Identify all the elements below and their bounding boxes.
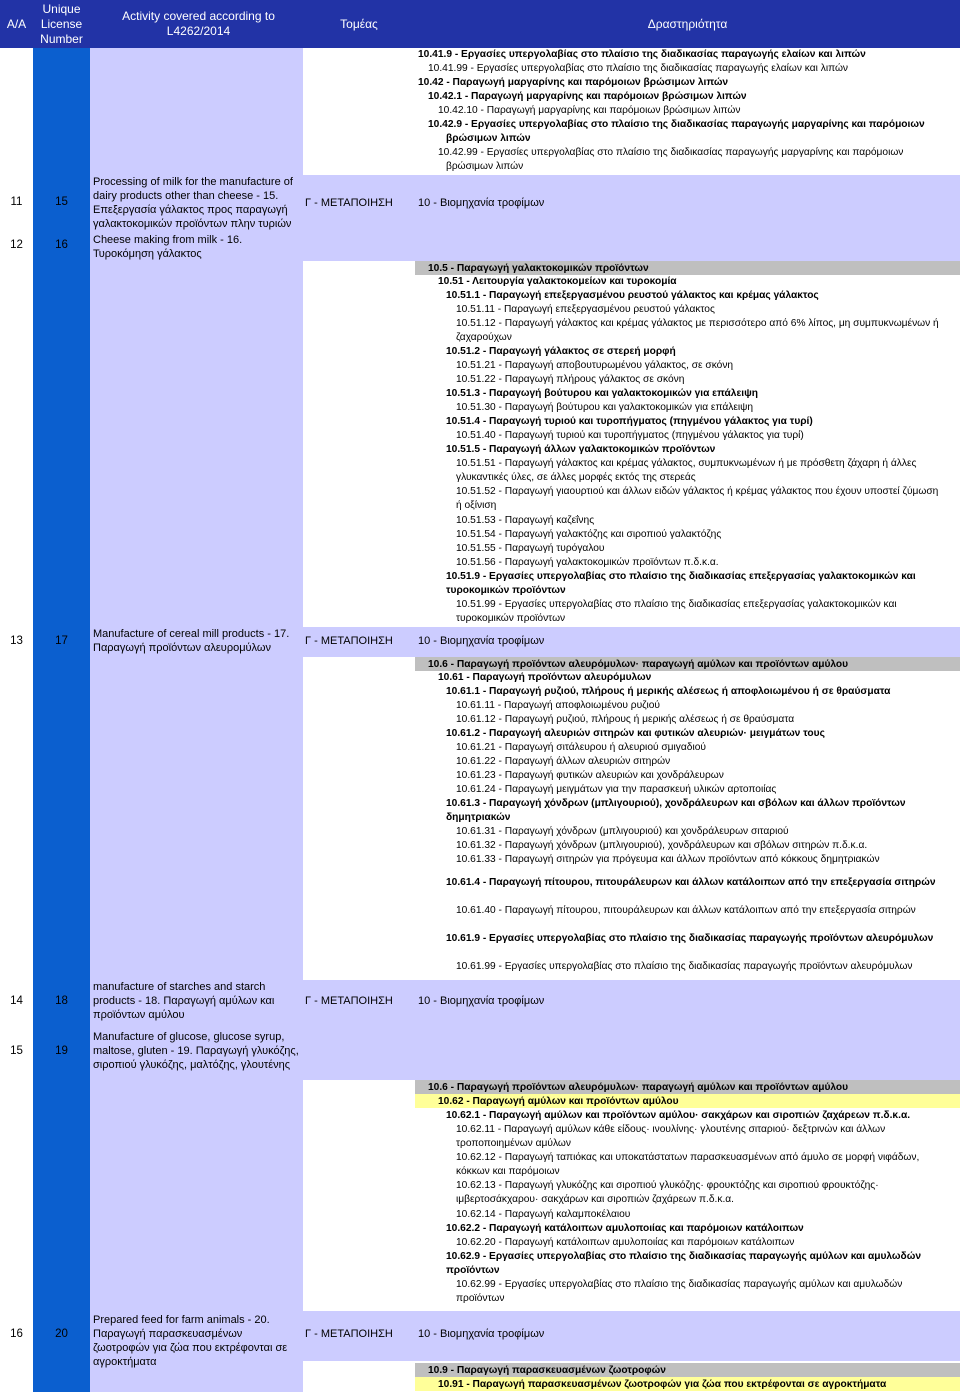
description-line: 10.61.9 - Εργασίες υπεργολαβίας στο πλαίσιο της διαδικασίας παραγωγής προϊόντων αλευρόμυλων <box>446 933 934 944</box>
description-line: προϊόντων <box>456 1293 505 1304</box>
description-line: 10.51.1 - Παραγωγή επεξεργασμένου ρευστού γάλακτος και κρέμας γάλακτος <box>446 290 819 301</box>
description-line: 10.62.14 - Παραγωγή καλαμποκέλαιου <box>456 1209 631 1220</box>
row-aa: 14 <box>10 995 23 1007</box>
row-sector: Γ - ΜΕΤΑΠΟΙΗΣΗ <box>305 197 393 209</box>
description-line: 10.61.21 - Παραγωγή σιτάλευρου ή αλευριού σμιγαδιού <box>456 742 706 753</box>
row-license-number: 16 <box>55 239 68 251</box>
row-activity: Prepared feed for farm animals - 20. Παραγωγή παρασκευασμένων ζωοτροφών για ζώα που εκτρέφονται σε αγροκτήματα <box>93 1314 288 1368</box>
description-line: 10.62.99 - Εργασίες υπεργολαβίας στο πλαίσιο της διαδικασίας παραγωγής αμύλων και αμυλωδών <box>456 1279 903 1290</box>
description-line: 10.51.4 - Παραγωγή τυριού και τυροπήγματος (πηγμένου γάλακτος για τυρί) <box>446 416 813 427</box>
description-line: 10.51.30 - Παραγωγή βούτυρου και γαλακτοκομικών για επάλειψη <box>456 402 754 413</box>
row-license-number: 17 <box>55 635 68 647</box>
row-aa: 15 <box>10 1045 23 1057</box>
description-line: 10.51.99 - Εργασίες υπεργολαβίας στο πλαίσιο της διαδικασίας επεξεργασίας γαλακτοκομικών και <box>456 599 897 610</box>
description-line: 10.61.33 - Παραγωγή σιτηρών για πρόγευμα και άλλων προϊόντων από κόκκους δημητριακών <box>456 854 880 865</box>
description-line: 10.42.9 - Εργασίες υπεργολαβίας στο πλαίσιο της διαδικασίας παραγωγής μαργαρίνης και παρόμοιων <box>428 119 925 130</box>
header-description: Δραστηριότητα <box>415 0 960 48</box>
description-line: 10.61.24 - Παραγωγή μειγμάτων για την παρασκευή υλικών αρτοποιίας <box>456 784 777 795</box>
row-activity: Manufacture of glucose, glucose syrup, maltose, gluten - 19. Παραγωγή γλυκόζης, σιροπιού γλυκόζης, μαλτόζης, γλουτένης <box>93 1031 299 1071</box>
description-line: 10.42.10 - Παραγωγή μαργαρίνης και παρόμοιων βρώσιμων λιπών <box>438 105 741 116</box>
description-line: 10.61.11 - Παραγωγή αποφλοιωμένου ρυζιού <box>456 700 660 711</box>
description-line: 10.62.2 - Παραγωγή κατάλοιπων αμυλοποιίας και παρόμοιων κατάλοιπων <box>446 1223 804 1234</box>
description-line: 10.61.22 - Παραγωγή άλλων αλευριών σιτηρών <box>456 756 671 767</box>
description-line: δημητριακών <box>446 812 511 823</box>
description-line: 10.91 - Παραγωγή παρασκευασμένων ζωοτροφών για ζώα που εκτρέφονται σε αγροκτήματα <box>438 1379 887 1390</box>
header-activity: Activity covered according to L4262/2014 <box>90 0 303 48</box>
description-line: τυροκομικών προϊόντων <box>446 585 566 596</box>
row-group: 10 - Βιομηχανία τροφίμων <box>418 635 545 647</box>
description-line: βρώσιμων λιπών <box>446 133 531 144</box>
description-line: 10.6 - Παραγωγή προϊόντων αλευρόμυλων· παραγωγή αμύλων και προϊόντων αμύλου <box>428 659 849 670</box>
row-aa: 13 <box>10 635 23 647</box>
description-line: 10.62.1 - Παραγωγή αμύλων και προϊόντων αμύλου· σακχάρων και σιροπιών ζαχάρεων π.δ.κ.α. <box>446 1110 911 1121</box>
description-line: βρώσιμων λιπών <box>446 161 524 172</box>
row-activity: Cheese making from milk - 16. Τυροκόμηση γάλακτος <box>93 234 243 260</box>
description-line: 10.51 - Λειτουργία γαλακτοκομείων και τυροκομία <box>438 276 677 287</box>
row-activity: manufacture of starches and starch products - 18. Παραγωγή αμύλων και προϊόντων αμύλου <box>93 981 275 1021</box>
row-license-number: 18 <box>55 995 68 1007</box>
description-line: 10.62.13 - Παραγωγή γλυκόζης και σιροπιού γλυκόζης· φρουκτόζης και σιροπιού φρουκτόζης· <box>456 1180 879 1191</box>
row-sector: Γ - ΜΕΤΑΠΟΙΗΣΗ <box>305 635 393 647</box>
description-line: γλυκαντικές ύλες, σε άλλες μορφές εκτός της στερεάς <box>456 472 696 483</box>
description-line: 10.51.56 - Παραγωγή γαλακτοκομικών προϊόντων π.δ.κ.α. <box>456 557 719 568</box>
row-aa: 11 <box>10 196 23 208</box>
description-line: τροποποιημένων αμύλων <box>456 1138 571 1149</box>
row-aa: 16 <box>10 1328 23 1340</box>
description-line: 10.51.52 - Παραγωγή γιαουρτιού και άλλων ειδών γάλακτος ή κρέμας γάλακτος που έχουν υποστεί ζύμωση <box>456 486 939 497</box>
row-license-number: 20 <box>55 1328 68 1340</box>
description-line: 10.51.2 - Παραγωγή γάλακτος σε στερεή μορφή <box>446 346 676 357</box>
description-line: 10.6 - Παραγωγή προϊόντων αλευρόμυλων· παραγωγή αμύλων και προϊόντων αμύλου <box>428 1082 849 1093</box>
description-line: 10.51.40 - Παραγωγή τυριού και τυροπήγματος (πηγμένου γάλακτος για τυρί) <box>456 430 804 441</box>
description-line: ζαχαρούχων <box>456 332 512 343</box>
description-line: 10.61.2 - Παραγωγή αλευριών σιτηρών και φυτικών αλευριών· μειγμάτων τους <box>446 728 825 739</box>
description-line: 10.61.32 - Παραγωγή χόνδρων (μπλιγουριού), χονδράλευρων και σβόλων σιτηρών π.δ.κ.α. <box>456 840 868 851</box>
description-line: 10.9 - Παραγωγή παρασκευασμένων ζωοτροφών <box>428 1365 666 1376</box>
description-line: 10.61.12 - Παραγωγή ρυζιού, πλήρους ή μερικής αλέσεως ή σε θραύσματα <box>456 714 795 725</box>
header-unique-license-number: Unique License Number <box>33 0 90 48</box>
row-activity: Processing of milk for the manufacture of dairy products other than cheese - 15. Επεξεργασία γάλακτος προς παραγωγή γαλακτοκομικών προϊόντων πλην τυριών <box>93 176 293 230</box>
description-line: τυροκομικών προϊόντων <box>456 613 566 624</box>
description-line: 10.51.11 - Παραγωγή επεξεργασμένου ρευστού γάλακτος <box>456 304 715 315</box>
row-activity: Manufacture of cereal mill products - 17. Παραγωγή προϊόντων αλευρομύλων <box>93 628 290 654</box>
description-line: 10.51.54 - Παραγωγή γαλακτόζης και σιροπιού γαλακτόζης <box>456 529 722 540</box>
row-aa: 12 <box>10 239 23 251</box>
description-line: 10.51.22 - Παραγωγή πλήρους γάλακτος σε σκόνη <box>456 374 685 385</box>
description-line: 10.42.1 - Παραγωγή μαργαρίνης και παρόμοιων βρώσιμων λιπών <box>428 91 747 102</box>
row-license-number: 19 <box>55 1045 68 1057</box>
description-line: 10.61.23 - Παραγωγή φυτικών αλευριών και χονδράλευρων <box>456 770 724 781</box>
description-line: 10.51.21 - Παραγωγή αποβουτυρωμένου γάλακτος, σε σκόνη <box>456 360 734 371</box>
description-line: 10.51.12 - Παραγωγή γάλακτος και κρέμας γάλακτος με περισσότερο από 6% λίπος, μη συμπυκνωμένων ή <box>456 318 939 329</box>
description-line: 10.51.53 - Παραγωγή καζεΐνης <box>456 515 595 526</box>
row-group: 10 - Βιομηχανία τροφίμων <box>418 995 545 1007</box>
row-group: 10 - Βιομηχανία τροφίμων <box>418 197 545 209</box>
description-line: 10.62.9 - Εργασίες υπεργολαβίας στο πλαίσιο της διαδικασίας παραγωγής αμύλων και αμυλωδών <box>446 1251 921 1262</box>
description-line: 10.41.99 - Εργασίες υπεργολαβίας στο πλαίσιο της διαδικασίας παραγωγής ελαίων και λιπών <box>428 63 849 74</box>
description-line: 10.41.9 - Εργασίες υπεργολαβίας στο πλαίσιο της διαδικασίας παραγωγής ελαίων και λιπών <box>418 49 866 60</box>
description-line: 10.62.20 - Παραγωγή κατάλοιπων αμυλοποιίας και παρόμοιων κατάλοιπων <box>456 1237 795 1248</box>
row-license-number: 15 <box>55 196 68 208</box>
description-line: 10.61 - Παραγωγή προϊόντων αλευρόμυλων <box>438 672 652 683</box>
description-line: κόκκων και παρόμοιων <box>456 1166 560 1177</box>
row-sector: Γ - ΜΕΤΑΠΟΙΗΣΗ <box>305 1328 393 1340</box>
description-line: 10.5 - Παραγωγή γαλακτοκομικών προϊόντων <box>428 263 649 274</box>
description-line: 10.51.9 - Εργασίες υπεργολαβίας στο πλαίσιο της διαδικασίας επεξεργασίας γαλακτοκομικών και <box>446 571 916 582</box>
description-line: προϊόντων <box>446 1265 500 1276</box>
description-line: 10.51.51 - Παραγωγή γάλακτος και κρέμας γάλακτος, συμπυκνωμένων ή με πρόσθετη ζάχαρη ή άλλες <box>456 458 917 469</box>
description-line: 10.61.40 - Παραγωγή πίτουρου, πιτουράλευρων και άλλων κατάλοιπων από την επεξεργασία σιτηρών <box>456 905 916 916</box>
description-line: 10.61.1 - Παραγωγή ρυζιού, πλήρους ή μερικής αλέσεως ή αποφλοιωμένου ή σε θραύσματα <box>446 686 891 697</box>
description-line: 10.42.99 - Εργασίες υπεργολαβίας στο πλαίσιο της διαδικασίας παραγωγής μαργαρίνης και παρόμοιων <box>438 147 904 158</box>
header-sector: Τομέας <box>303 0 415 48</box>
description-line: ή οξίνιση <box>456 500 497 511</box>
description-line: ιμβερτοσάκχαρου· σακχάρων και σιροπιών ζαχάρεων π.δ.κ.α. <box>456 1194 734 1205</box>
description-line: 10.61.3 - Παραγωγή χόνδρων (μπλιγουριού), χονδράλευρων και σβόλων και άλλων προϊόντων <box>446 798 906 809</box>
description-line: 10.62.12 - Παραγωγή ταπιόκας και υποκατάστατων παρασκευασμένων από άμυλο σε μορφή νιφάδων, <box>456 1152 920 1163</box>
description-line: 10.61.4 - Παραγωγή πίτουρου, πιτουράλευρων και άλλων κατάλοιπων από την επεξεργασία σιτηρών <box>446 877 936 888</box>
row-sector: Γ - ΜΕΤΑΠΟΙΗΣΗ <box>305 995 393 1007</box>
description-line: 10.62 - Παραγωγή αμύλων και προϊόντων αμύλου <box>438 1096 679 1107</box>
description-line: 10.51.3 - Παραγωγή βούτυρου και γαλακτοκομικών για επάλειψη <box>446 388 759 399</box>
description-line: 10.61.99 - Εργασίες υπεργολαβίας στο πλαίσιο της διαδικασίας παραγωγής προϊόντων αλευρόμυλων <box>456 961 913 972</box>
description-line: 10.42 - Παραγωγή μαργαρίνης και παρόμοιων βρώσιμων λιπών <box>418 77 729 88</box>
header-aa: A/A <box>0 0 33 48</box>
description-line: 10.51.55 - Παραγωγή τυρόγαλου <box>456 543 605 554</box>
description-line: 10.62.11 - Παραγωγή αμύλων κάθε είδους· ινουλίνης· γλουτένης σιταριού· δεξτρινών και άλλων <box>456 1124 886 1135</box>
row-group: 10 - Βιομηχανία τροφίμων <box>418 1328 545 1340</box>
description-line: 10.61.31 - Παραγωγή χόνδρων (μπλιγουριού) και χονδράλευρων σιταριού <box>456 826 789 837</box>
description-line: 10.51.5 - Παραγωγή άλλων γαλακτοκομικών προϊόντων <box>446 444 716 455</box>
